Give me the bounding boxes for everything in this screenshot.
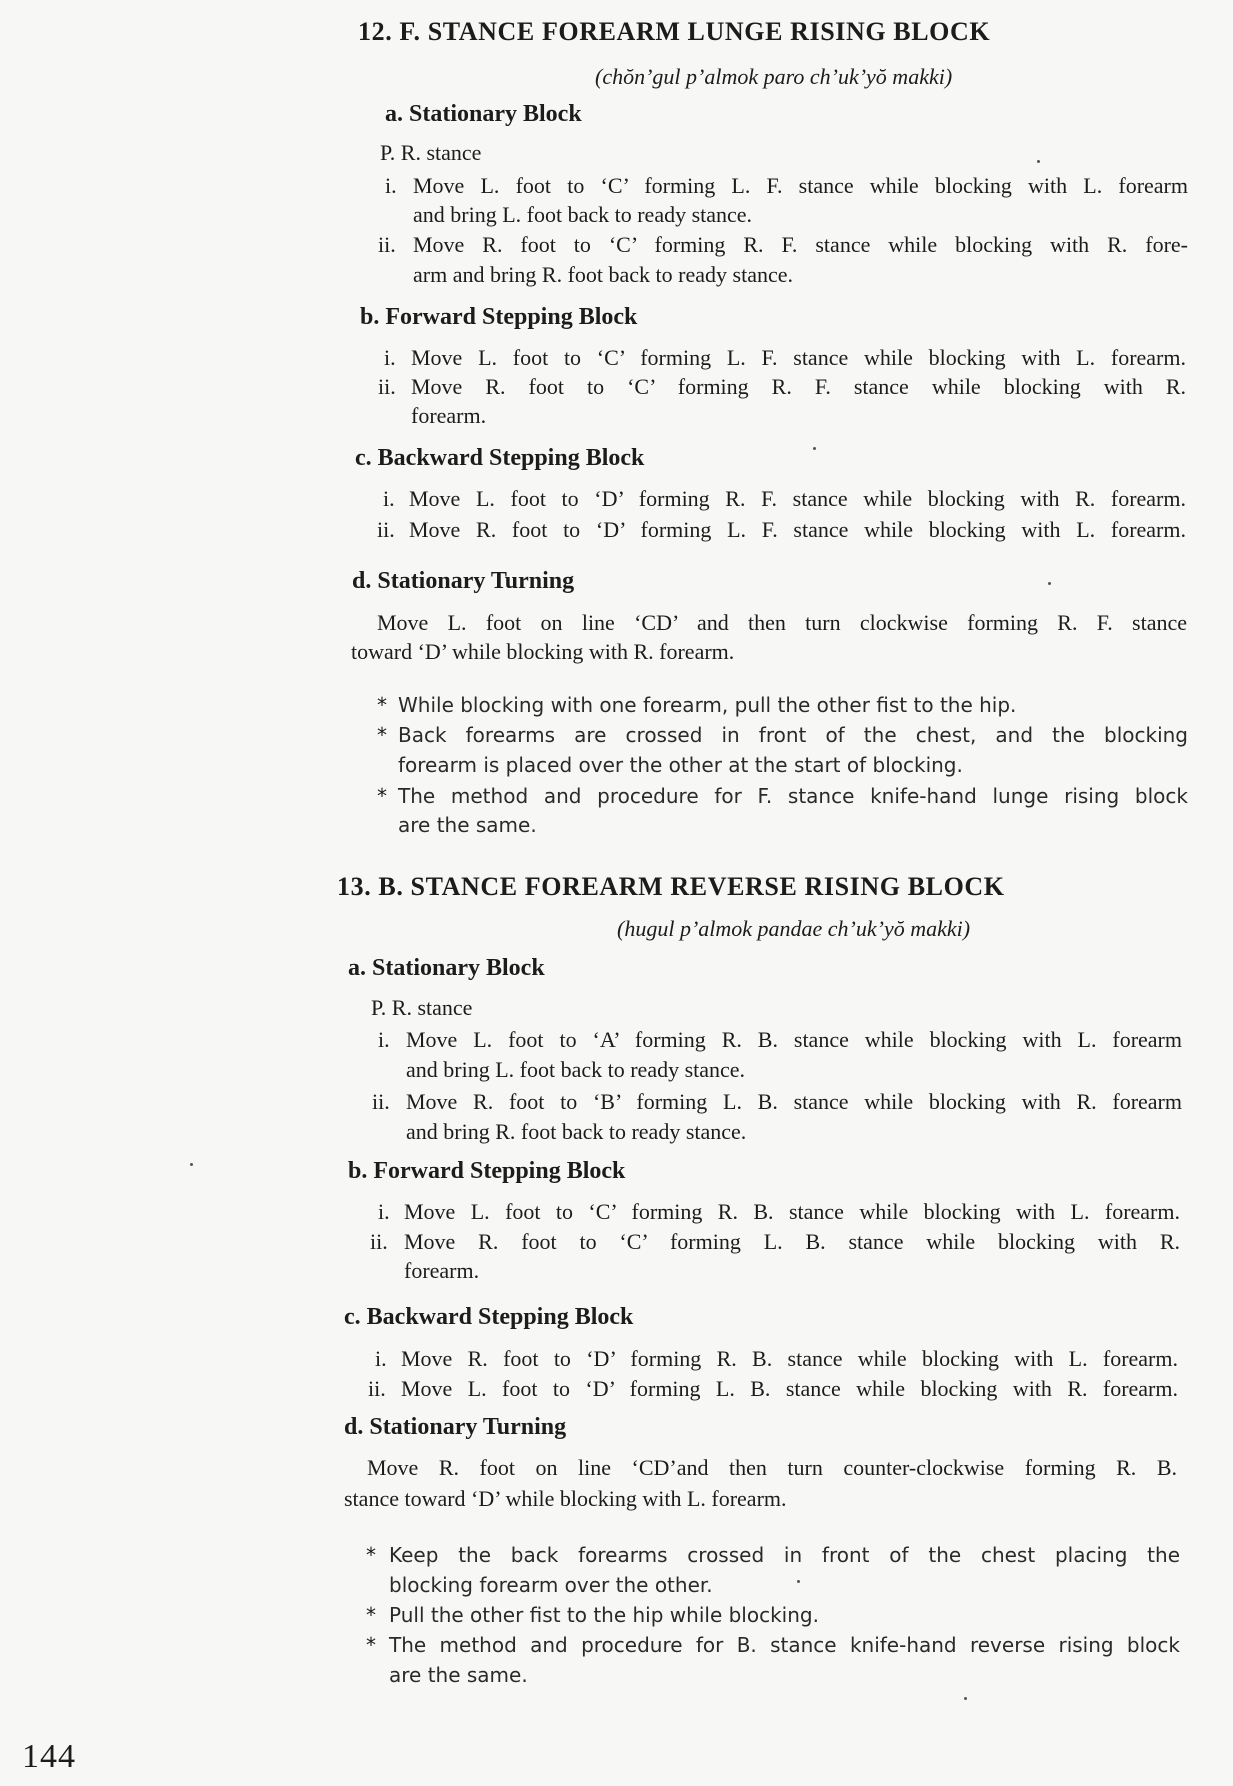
section-13-note-2-mark: *: [366, 1603, 376, 1627]
scan-speck: [1048, 582, 1051, 585]
section-12-b-item-1-line-1: Move L. foot to ‘C’ forming L. F. stance while blocking with L. forearm.: [411, 345, 1186, 370]
page-number: 144: [22, 1738, 76, 1775]
section-13-a-item-1-line-2: and bring L. foot back to ready stance.: [406, 1057, 746, 1082]
section-13-d-heading: d. Stationary Turning: [344, 1414, 567, 1440]
section-13-b-heading: b. Forward Stepping Block: [348, 1158, 626, 1184]
section-13-romanization: (hugul p’almok pandae ch’uk’yŏ makki): [617, 916, 971, 941]
section-13-b-item-1-num: i.: [378, 1199, 390, 1224]
section-12-d-line-1: Move L. foot on line ‘CD’ and then turn clockwise forming R. F. stance: [377, 610, 1187, 635]
scan-speck: [964, 1697, 967, 1700]
section-13-note-2: Pull the other fist to the hip while blocking.: [389, 1603, 819, 1627]
section-12-a-pre: P. R. stance: [380, 140, 482, 165]
scan-speck: [1037, 160, 1040, 163]
section-13-note-1-line-2: blocking forearm over the other.: [389, 1573, 713, 1597]
section-12-note-2-line-2: forearm is placed over the other at the start of blocking.: [398, 753, 963, 777]
section-12-c-item-1-line-1: Move L. foot to ‘D’ forming R. F. stance while blocking with R. forearm.: [409, 486, 1186, 511]
section-13-a-item-1-num: i.: [378, 1027, 390, 1052]
section-12-note-3-line-2: are the same.: [398, 813, 537, 837]
section-12-c-item-2-num: ii.: [377, 517, 395, 542]
section-13-note-3-mark: *: [366, 1633, 376, 1657]
section-13-c-item-2-num: ii.: [368, 1376, 386, 1401]
section-13-note-3-line-2: are the same.: [389, 1663, 528, 1687]
section-12-note-3-line-1: The method and procedure for F. stance knife-hand lunge rising block: [398, 784, 1188, 808]
section-12-a-item-1-line-2: and bring L. foot back to ready stance.: [413, 202, 753, 227]
section-13-note-3-line-1: The method and procedure for B. stance knife-hand reverse rising block: [389, 1633, 1180, 1657]
section-12-b-heading: b. Forward Stepping Block: [360, 304, 638, 330]
section-13-note-1-line-1: Keep the back forearms crossed in front of the chest placing the: [389, 1543, 1180, 1567]
section-12-note-1: While blocking with one forearm, pull the other fist to the hip.: [398, 693, 1017, 717]
section-13-a-item-1-line-1: Move L. foot to ‘A’ forming R. B. stance while blocking with L. forearm: [406, 1027, 1182, 1052]
section-12-romanization: (chŏn’gul p’almok paro ch’uk’yŏ makki): [595, 64, 953, 89]
section-12-b-item-2-line-2: forearm.: [411, 403, 487, 428]
section-13-a-item-2-line-1: Move R. foot to ‘B’ forming L. B. stance while blocking with R. forearm: [406, 1089, 1182, 1114]
section-12-a-item-1-line-1: Move L. foot to ‘C’ forming L. F. stance while blocking with L. forearm: [413, 173, 1188, 198]
section-12-note-2-line-1: Back forearms are crossed in front of the chest, and the blocking: [398, 723, 1188, 747]
section-13-c-item-1-line-1: Move R. foot to ‘D’ forming R. B. stance while blocking with L. forearm.: [401, 1346, 1178, 1371]
section-12-d-line-2: toward ‘D’ while blocking with R. forearm.: [351, 639, 735, 664]
section-12-a-item-2-line-1: Move R. foot to ‘C’ forming R. F. stance while blocking with R. fore-: [413, 232, 1188, 257]
section-12-a-item-2-line-2: arm and bring R. foot back to ready stance.: [413, 262, 793, 287]
section-12-note-1-mark: *: [377, 693, 387, 717]
section-12-note-2-mark: *: [377, 723, 387, 747]
section-13-b-item-2-line-2: forearm.: [404, 1258, 480, 1283]
scan-speck: [190, 1163, 193, 1166]
section-12-b-item-2-line-1: Move R. foot to ‘C’ forming R. F. stance while blocking with R.: [411, 374, 1186, 399]
section-13-b-item-2-line-1: Move R. foot to ‘C’ forming L. B. stance while blocking with R.: [404, 1229, 1180, 1254]
section-13-b-item-1-line-1: Move L. foot to ‘C’ forming R. B. stance while blocking with L. forearm.: [404, 1199, 1180, 1224]
section-13-note-1-mark: *: [366, 1543, 376, 1567]
section-13-title: 13. B. STANCE FOREARM REVERSE RISING BLOCK: [337, 872, 1005, 901]
section-13-d-line-1: Move R. foot on line ‘CD’and then turn counter-clockwise forming R. B.: [367, 1455, 1177, 1480]
section-12-b-item-2-num: ii.: [378, 374, 396, 399]
section-12-a-item-2-num: ii.: [378, 232, 396, 257]
section-13-c-item-1-num: i.: [375, 1346, 387, 1371]
section-12-note-3-mark: *: [377, 784, 387, 808]
section-13-b-item-2-num: ii.: [370, 1229, 388, 1254]
section-12-d-heading: d. Stationary Turning: [352, 568, 575, 594]
section-13-d-line-2: stance toward ‘D’ while blocking with L. forearm.: [344, 1486, 787, 1511]
section-12-title: 12. F. STANCE FOREARM LUNGE RISING BLOCK: [358, 17, 991, 46]
section-13-c-item-2-line-1: Move L. foot to ‘D’ forming L. B. stance while blocking with R. forearm.: [401, 1376, 1178, 1401]
scan-speck: [797, 1580, 800, 1583]
section-13-a-heading: a. Stationary Block: [348, 955, 545, 981]
section-13-a-pre: P. R. stance: [371, 995, 473, 1020]
section-13-c-heading: c. Backward Stepping Block: [344, 1304, 634, 1330]
section-12-a-item-1-num: i.: [385, 173, 397, 198]
section-12-c-item-2-line-1: Move R. foot to ‘D’ forming L. F. stance while blocking with L. forearm.: [409, 517, 1186, 542]
section-13-a-item-2-num: ii.: [372, 1089, 390, 1114]
section-12-b-item-1-num: i.: [384, 345, 396, 370]
scan-speck: [813, 447, 816, 450]
section-12-c-item-1-num: i.: [383, 486, 395, 511]
section-12-a-heading: a. Stationary Block: [385, 101, 582, 127]
section-12-c-heading: c. Backward Stepping Block: [355, 445, 645, 471]
section-13-a-item-2-line-2: and bring R. foot back to ready stance.: [406, 1119, 747, 1144]
